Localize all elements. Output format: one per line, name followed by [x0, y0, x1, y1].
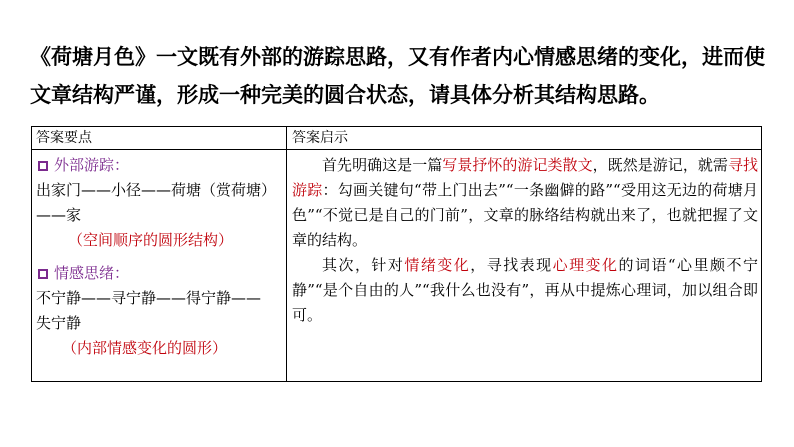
- highlight-psych-change: 心理变化: [552, 256, 619, 274]
- emotion-line-2: 失宁静: [36, 314, 82, 332]
- hint-paragraph-2: 其次，针对情绪变化，寻找表现心理变化的词语“心里颇不宁静”“是个自由的人”“我什么也没有”，再从中提炼心理词，加以组合即可。: [292, 256, 758, 324]
- route-line-2: ——家: [36, 206, 82, 224]
- section-emotion-title: 情感思绪：: [36, 261, 282, 286]
- highlight-find-route: 寻找游踪: [292, 156, 758, 199]
- answer-table: [31, 126, 762, 382]
- section-external-title: 外部游踪：: [36, 153, 282, 178]
- header-divider: [32, 149, 761, 150]
- answer-hints-cell: [292, 153, 758, 328]
- hint-paragraph-1: 首先明确这是一篇写景抒怀的游记类散文，既然是游记，就需寻找游踪：勾画关键句“带上门出去”“一条幽僻的路”“受用这无边的荷塘月色”“不觉已是自己的门前”，文章的脉络结构就出来了，也就把握了文章的结构。: [292, 156, 758, 249]
- emotion-note: （内部情感变化的圆形）: [62, 339, 228, 357]
- emotion-line-1: 不宁静——寻宁静——得宁静——: [36, 289, 262, 307]
- question-line-1: 《荷塘月色》一文既有外部的游踪思路，又有作者内心情感思绪的变化，进而使: [30, 45, 765, 69]
- route-note: （空间顺序的圆形结构）: [68, 231, 234, 249]
- question-line-2: 文章结构严谨，形成一种完美的圆合状态，请具体分析其结构思路。: [30, 83, 660, 107]
- square-bullet-icon: [38, 269, 48, 279]
- column-divider: [286, 127, 287, 381]
- square-bullet-icon: [38, 161, 48, 171]
- highlight-genre: 写景抒怀的游记类散文: [442, 156, 593, 174]
- header-answer-hints: 答案启示: [292, 130, 348, 146]
- question-text: [30, 38, 770, 114]
- highlight-emotion-change: 情绪变化: [404, 256, 471, 274]
- route-line-1: 出家门——小径——荷塘（赏荷塘）: [36, 181, 277, 199]
- answer-points-cell: [36, 153, 282, 361]
- header-answer-points: 答案要点: [36, 130, 92, 146]
